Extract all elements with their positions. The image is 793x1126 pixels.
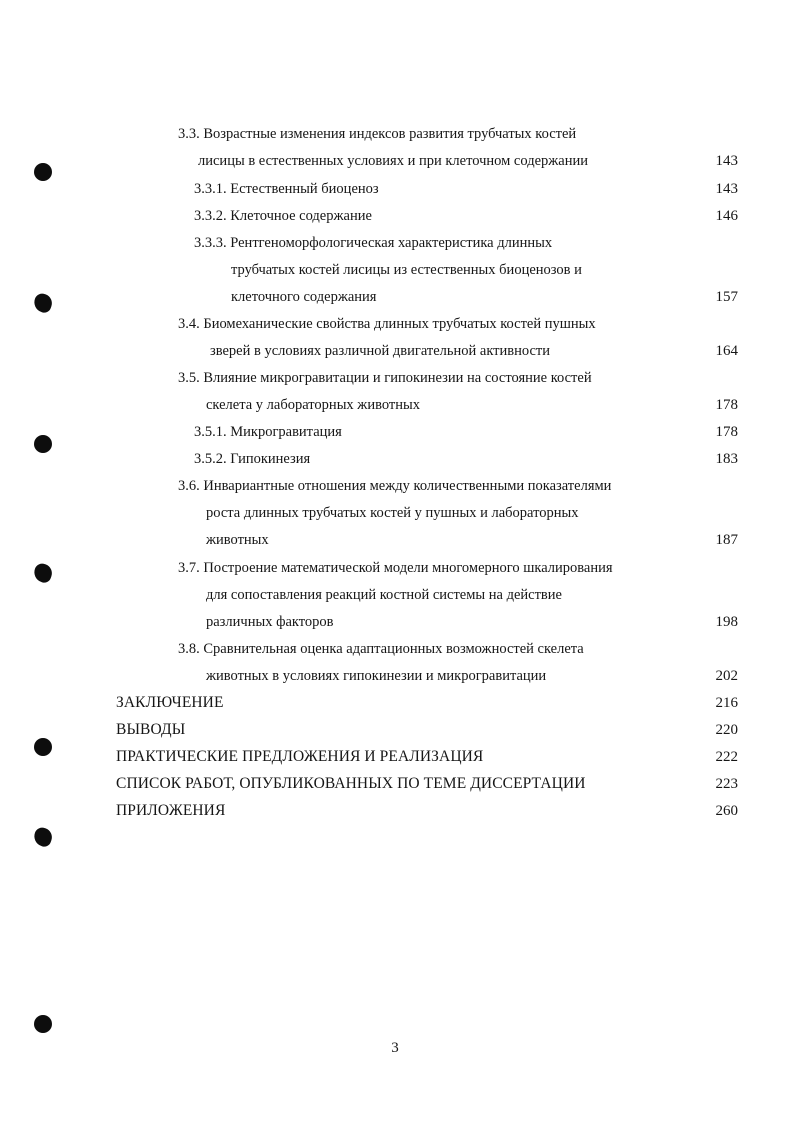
toc-entry-line: ПРИЛОЖЕНИЯ: [116, 802, 226, 819]
punch-hole-icon: [34, 435, 52, 453]
toc-page-number: 223: [715, 776, 738, 792]
toc-page-number: 183: [715, 451, 738, 467]
toc-entry-line: роста длинных трубчатых костей у пушных и лабораторных: [206, 505, 579, 521]
toc-page-number: 164: [715, 343, 738, 359]
toc-entry-line: 3.3.3. Рентгеноморфологическая характеристика длинных: [194, 235, 553, 251]
punch-hole-icon: [34, 163, 52, 181]
toc-entry-line: 3.6. Инвариантные отношения между количественными показателями: [178, 478, 612, 494]
toc-entry-line: клеточного содержания: [231, 289, 377, 305]
punch-hole-icon: [34, 738, 52, 756]
toc-page-number: 202: [715, 668, 738, 684]
toc-entry-line: ЗАКЛЮЧЕНИЕ: [116, 694, 224, 711]
toc-entry-line: 3.5.2. Гипокинезия: [194, 451, 311, 467]
toc-entry-line: 3.3.2. Клеточное содержание: [194, 208, 372, 224]
toc-entry-line: различных факторов: [206, 614, 334, 630]
punch-hole-icon: [31, 291, 54, 314]
toc-entry-line: лисицы в естественных условиях и при клеточном содержании: [198, 153, 588, 169]
toc-entry-line: 3.3.1. Естественный биоценоз: [194, 181, 379, 197]
toc-page-number: 260: [715, 803, 738, 819]
toc-entry-line: СПИСОК РАБОТ, ОПУБЛИКОВАННЫХ ПО ТЕМЕ ДИССЕРТАЦИИ: [116, 775, 586, 792]
punch-hole-icon: [34, 1015, 52, 1033]
toc-page-number: 222: [715, 749, 738, 765]
toc-entry-line: 3.7. Построение математической модели многомерного шкалирования: [178, 560, 613, 576]
toc-entry-line: 3.4. Биомеханические свойства длинных трубчатых костей пушных: [178, 316, 596, 332]
toc-entry-line: ВЫВОДЫ: [116, 721, 186, 738]
punch-hole-icon: [31, 825, 54, 848]
toc-page-number: 220: [715, 722, 738, 738]
toc-entry-line: животных: [206, 532, 269, 548]
toc-page-number: 178: [715, 397, 738, 413]
toc-page-number: 143: [715, 153, 738, 169]
toc-page-number: 216: [715, 695, 738, 711]
toc-entry-line: 3.3. Возрастные изменения индексов развития трубчатых костей: [178, 126, 577, 142]
toc-entry-line: животных в условиях гипокинезии и микрогравитации: [206, 668, 547, 684]
toc-page-number: 143: [715, 181, 738, 197]
toc-page-number: 178: [715, 424, 738, 440]
toc-entry-line: для сопоставления реакций костной системы на действие: [206, 587, 562, 603]
toc-entry-line: 3.5.1. Микрогравитация: [194, 424, 342, 440]
page-number: 3: [391, 1040, 399, 1056]
toc-entry-line: 3.5. Влияние микрогравитации и гипокинезии на состояние костей: [178, 370, 592, 386]
toc-entry-line: зверей в условиях различной двигательной активности: [210, 343, 551, 359]
toc-entry-line: скелета у лабораторных животных: [206, 397, 420, 413]
toc-entry-line: 3.8. Сравнительная оценка адаптационных возможностей скелета: [178, 641, 584, 657]
toc-page-number: 198: [715, 614, 738, 630]
toc-page-number: 146: [715, 208, 738, 224]
toc-entry-line: ПРАКТИЧЕСКИЕ ПРЕДЛОЖЕНИЯ И РЕАЛИЗАЦИЯ: [116, 748, 484, 765]
punch-hole-icon: [31, 561, 54, 584]
toc-page-number: 187: [715, 532, 738, 548]
toc-entry-line: трубчатых костей лисицы из естественных биоценозов и: [231, 262, 582, 278]
toc-page-number: 157: [715, 289, 738, 305]
